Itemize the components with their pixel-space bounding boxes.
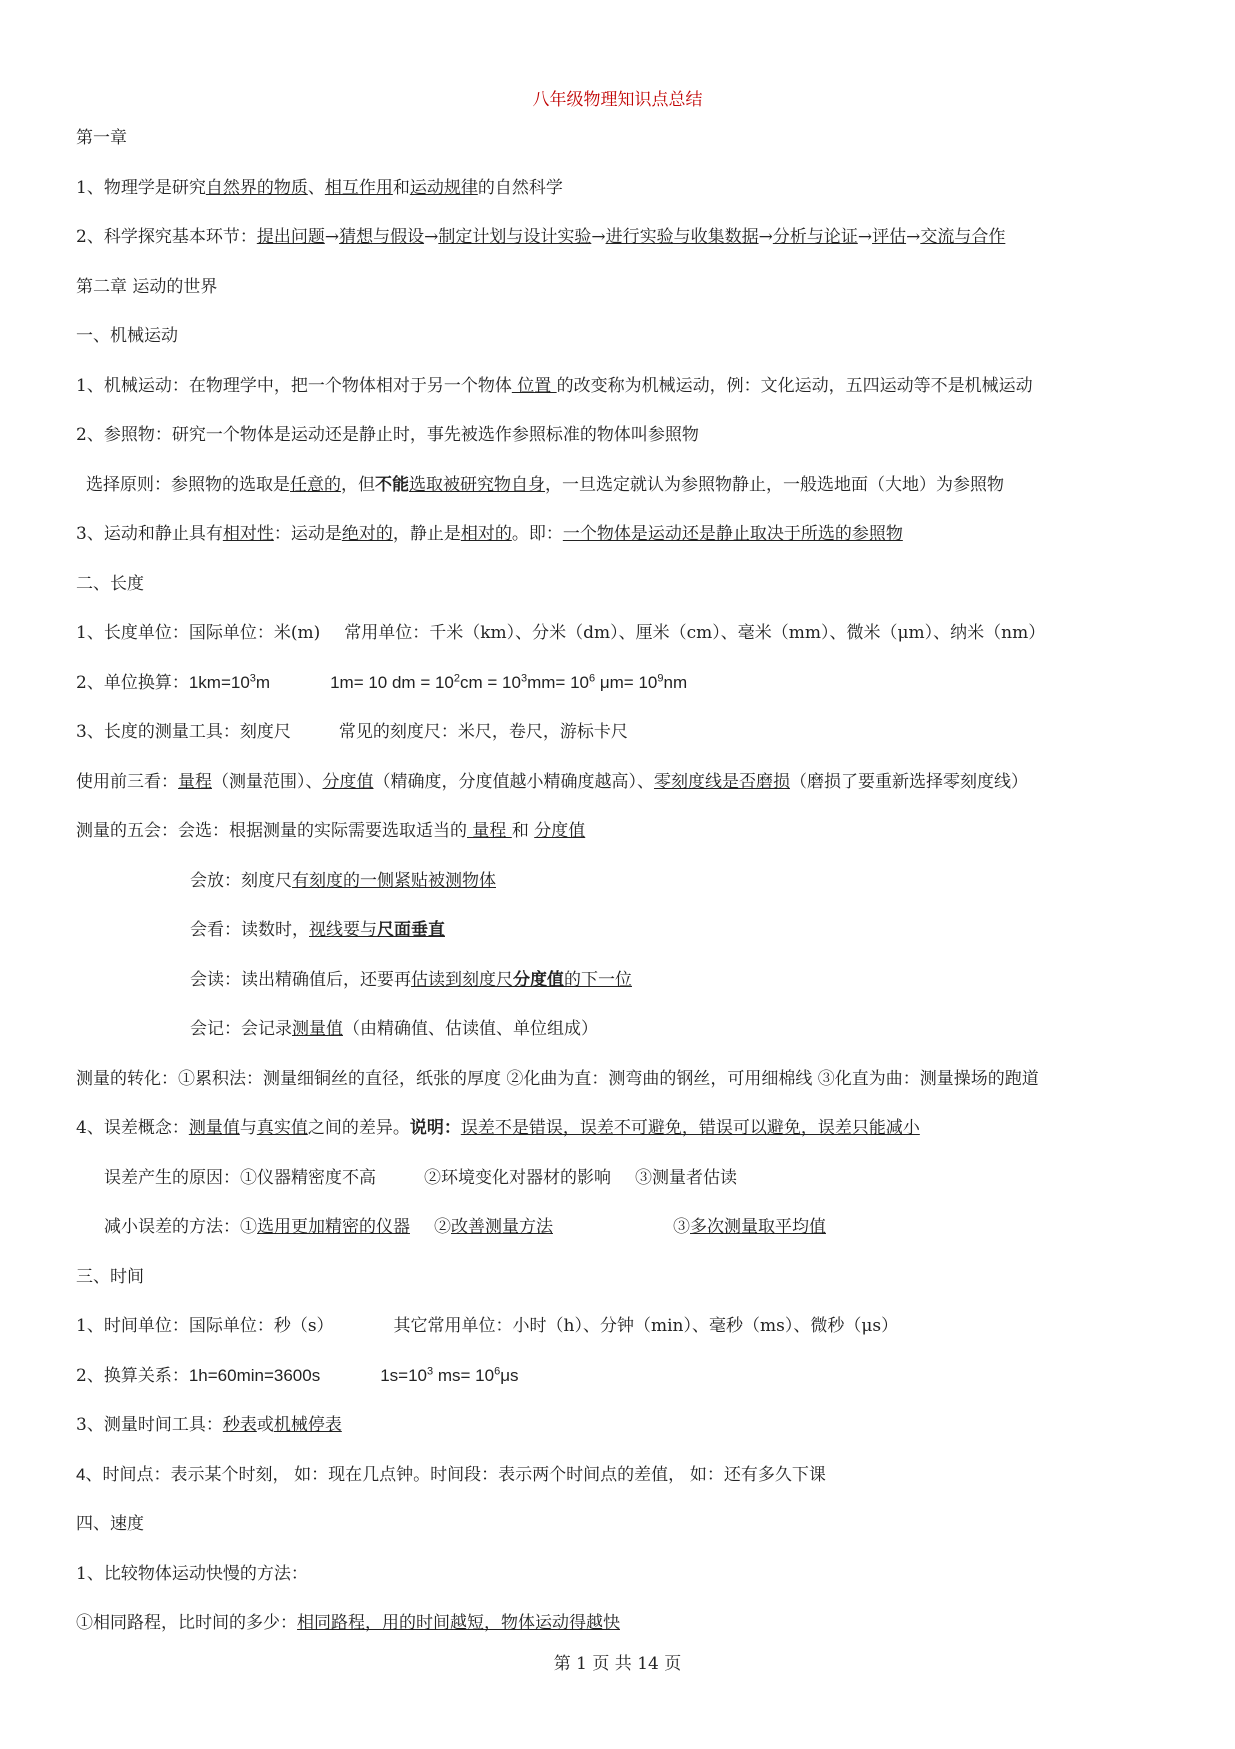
- paragraph: 3、长度的测量工具：刻度尺 常见的刻度尺：米尺，卷尺，游标卡尺: [76, 722, 628, 742]
- paragraph: 1、机械运动：在物理学中，把一个物体相对于另一个物体 位置 的改变称为机械运动，例：文化运动，五四运动等不是机械运动: [76, 375, 1033, 396]
- paragraph: 1、比较物体运动快慢的方法：: [76, 1563, 308, 1584]
- paragraph: 3、运动和静止具有相对性：运动是绝对的，静止是相对的。即：一个物体是运动还是静止取决于所选的参照物: [76, 524, 903, 544]
- paragraph: 1、长度单位：国际单位：米(m) 常用单位：千米（km）、分米（dm）、厘米（cm）、毫米（mm）、微米（μm）、纳米（nm）: [76, 623, 1046, 643]
- section-heading: 一、机械运动: [76, 326, 178, 346]
- paragraph: 4、时间点：表示某个时刻， 如：现在几点钟。时间段：表示两个时间点的差值， 如：还有多久下课: [76, 1464, 826, 1484]
- paragraph: 2、科学探究基本环节：提出问题→猜想与假设→制定计划与设计实验→进行实验与收集数据→分析与论证→评估→交流与合作: [76, 227, 1006, 247]
- paragraph: 2、参照物：研究一个物体是运动还是静止时，事先被选作参照标准的物体叫参照物: [76, 425, 699, 445]
- paragraph: 减小误差的方法：①选用更加精密的仪器 ②改善测量方法 ③多次测量取平均值: [104, 1217, 826, 1237]
- section-heading: 三、时间: [76, 1266, 144, 1287]
- paragraph: 2、换算关系：1h=60min=3600s $1s=10^3$ $ms= 10^6\mu s$: [76, 1364, 519, 1386]
- paragraph: ①相同路程，比时间的多少：相同路程，用的时间越短，物体运动得越快: [76, 1613, 620, 1633]
- document-title: 八年级物理知识点总结: [532, 90, 703, 110]
- paragraph: 1、物理学是研究自然界的物质、相互作用和运动规律的自然科学: [76, 177, 563, 198]
- paragraph: 2、单位换算：$1km=10^3m$ 1m= 10 dm = $10^2cm = 10^3mm= 10^6$ $\mu m= 10^9nm$: [76, 671, 688, 693]
- paragraph: 测量的转化：①累积法：测量细铜丝的直径，纸张的厚度 ②化曲为直：测弯曲的钢丝，可用细棉线 ③化直为曲：测量操场的跑道: [76, 1068, 1039, 1089]
- paragraph: 使用前三看：量程（测量范围）、分度值（精确度，分度值越小精确度越高）、零刻度线是否磨损（磨损了要重新选择零刻度线）: [76, 771, 1028, 792]
- paragraph: 误差产生的原因：①仪器精密度不高 ②环境变化对器材的影响 ③测量者估读: [104, 1167, 737, 1188]
- paragraph: 3、测量时间工具：秒表或机械停表: [76, 1415, 342, 1435]
- paragraph: 测量的五会：会选：根据测量的实际需要选取适当的 量程 和 分度值: [76, 821, 586, 841]
- section-heading: 四、速度: [76, 1514, 144, 1534]
- section-heading: 二、长度: [76, 573, 144, 594]
- page-footer: 第 1 页 共 14 页: [553, 1654, 682, 1674]
- paragraph: 1、时间单位：国际单位：秒（s） 其它常用单位：小时（h）、分钟（min）、毫秒（ms）、微秒（μs）: [76, 1316, 899, 1336]
- chapter-heading: 第二章 运动的世界: [76, 276, 218, 297]
- paragraph: 会看：读数时，视线要与尺面垂直: [190, 920, 445, 940]
- chapter-heading: 第一章: [76, 128, 127, 148]
- paragraph: 选择原则：参照物的选取是任意的，但不能选取被研究物自身，一旦选定就认为参照物静止，一般选地面（大地）为参照物: [86, 474, 1004, 495]
- paragraph: 4、误差概念：测量值与真实值之间的差异。说明：误差不是错误，误差不可避免，错误可以避免，误差只能减小: [76, 1118, 920, 1138]
- document-body: [76, 126, 1176, 1661]
- paragraph: 会放：刻度尺有刻度的一侧紧贴被测物体: [190, 870, 496, 891]
- paragraph: 会记：会记录测量值（由精确值、估读值、单位组成）: [190, 1019, 598, 1039]
- paragraph: 会读：读出精确值后，还要再估读到刻度尺分度值的下一位: [190, 969, 632, 990]
